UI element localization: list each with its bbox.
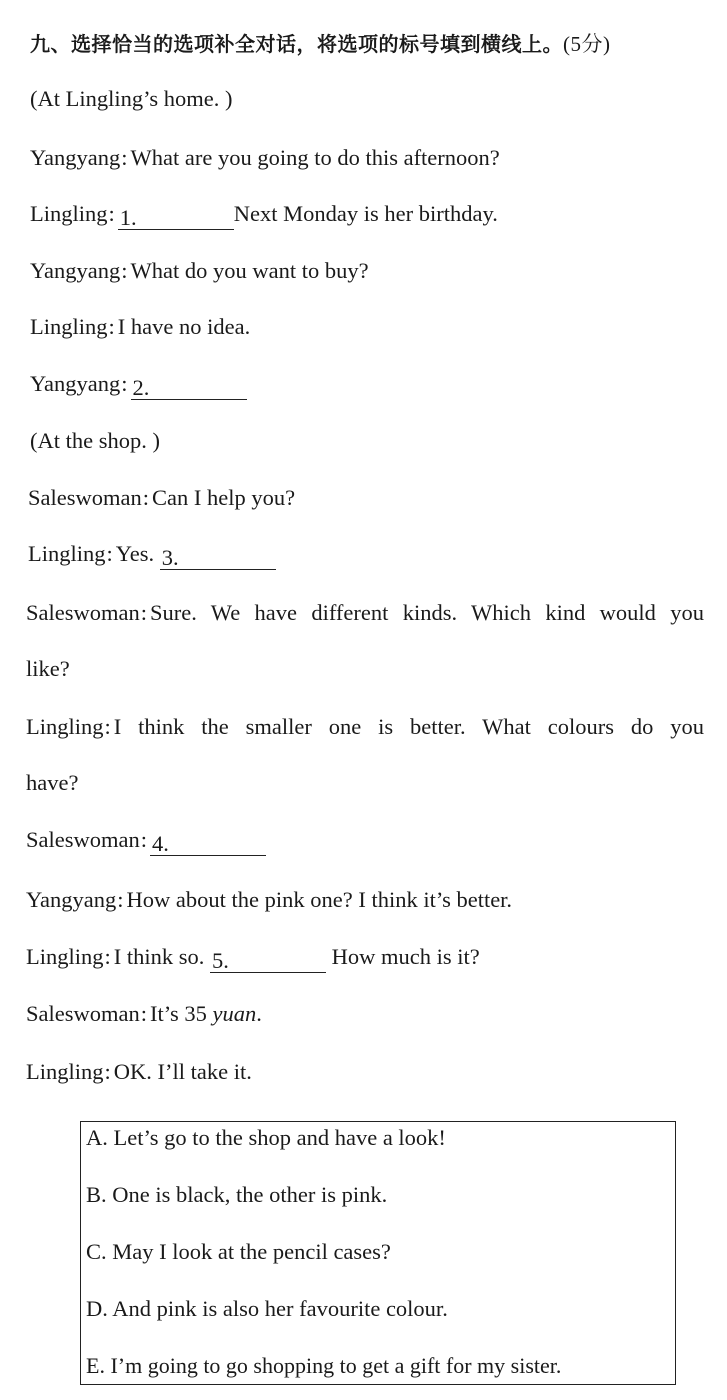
line-text: Sure. We have different kinds. Which kind would you: [150, 600, 704, 625]
dialogue-line-1: Yangyang: What are you going to do this afternoon?: [30, 145, 500, 170]
answer-blank-4[interactable]: 4.: [150, 833, 266, 856]
line-text: Yes.: [115, 541, 155, 566]
dialogue-line-5: Yangyang: 2.: [30, 373, 247, 400]
question-points: (5分): [563, 32, 611, 56]
line-text-after: How much is it?: [331, 944, 480, 969]
dialogue-line-11: Yangyang: How about the pink one? I think it’s better.: [26, 887, 513, 912]
line-text: What are you going to do this afternoon?: [130, 145, 500, 170]
answer-blank-1[interactable]: 1.: [118, 207, 234, 230]
line-text: I think the smaller one is better. What colours do you: [113, 714, 704, 739]
dialogue-line-9-cont: have?: [26, 770, 79, 795]
dialogue-line-10: Saleswoman: 4.: [26, 829, 266, 856]
answer-blank-5[interactable]: 5.: [210, 950, 326, 973]
speaker-name: Yangyang: [30, 371, 121, 396]
dialogue-line-3: Yangyang: What do you want to buy?: [30, 258, 369, 283]
currency-word: yuan: [212, 1001, 257, 1026]
option-b: B. One is black, the other is pink.: [86, 1182, 388, 1207]
speaker-name: Lingling: [28, 541, 106, 566]
answer-blank-3[interactable]: 3.: [160, 547, 276, 570]
answer-blank-2[interactable]: 2.: [131, 377, 247, 400]
options-box: [80, 1121, 676, 1385]
question-instruction: 九、选择恰当的选项补全对话，将选项的标号填到横线上。: [30, 32, 563, 56]
line-text: It’s 35: [150, 1001, 207, 1026]
speaker-name: Saleswoman: [28, 485, 142, 510]
speaker-name: Saleswoman: [26, 600, 140, 625]
speaker-name: Lingling: [26, 1059, 104, 1084]
speaker-name: Lingling: [26, 944, 104, 969]
option-c: C. May I look at the pencil cases?: [86, 1239, 391, 1264]
line-text: Can I help you?: [152, 485, 296, 510]
scene-note-home: (At Lingling’s home. ): [30, 86, 233, 111]
dialogue-line-2: Lingling: 1. Next Monday is her birthday.: [30, 201, 498, 230]
speaker-name: Lingling: [30, 314, 108, 339]
line-text: I think so.: [113, 944, 205, 969]
dialogue-line-7: Lingling: Yes. 3.: [28, 543, 276, 570]
line-text: OK. I’ll take it.: [113, 1059, 252, 1084]
option-e: E. I’m going to go shopping to get a gift for my sister.: [86, 1353, 562, 1378]
dialogue-line-6: Saleswoman: Can I help you?: [28, 485, 296, 510]
line-text-end: .: [256, 1001, 262, 1026]
dialogue-line-12: Lingling: I think so. 5. How much is it?: [26, 944, 480, 973]
speaker-name: Yangyang: [26, 887, 117, 912]
dialogue-line-13: Saleswoman: It’s 35 yuan.: [26, 1001, 262, 1026]
line-text: Next Monday is her birthday.: [233, 201, 498, 226]
option-d: D. And pink is also her favourite colour.: [86, 1296, 448, 1321]
dialogue-line-8-cont: like?: [26, 656, 70, 681]
line-text: What do you want to buy?: [130, 258, 369, 283]
line-text: I have no idea.: [117, 314, 251, 339]
line-text: How about the pink one? I think it’s better.: [126, 887, 513, 912]
speaker-name: Lingling: [30, 201, 108, 226]
dialogue-line-4: Lingling: I have no idea.: [30, 314, 251, 339]
dialogue-line-8: Saleswoman: Sure. We have different kinds. Which kind would you: [26, 600, 704, 625]
scene-note-shop: (At the shop. ): [30, 428, 160, 453]
speaker-name: Saleswoman: [26, 827, 140, 852]
option-a: A. Let’s go to the shop and have a look!: [86, 1125, 446, 1150]
question-heading: [30, 28, 611, 58]
speaker-name: Yangyang: [30, 258, 121, 283]
speaker-name: Saleswoman: [26, 1001, 140, 1026]
speaker-name: Lingling: [26, 714, 104, 739]
dialogue-line-14: Lingling: OK. I’ll take it.: [26, 1059, 252, 1084]
speaker-name: Yangyang: [30, 145, 121, 170]
dialogue-line-9: Lingling: I think the smaller one is better. What colours do you: [26, 714, 704, 739]
